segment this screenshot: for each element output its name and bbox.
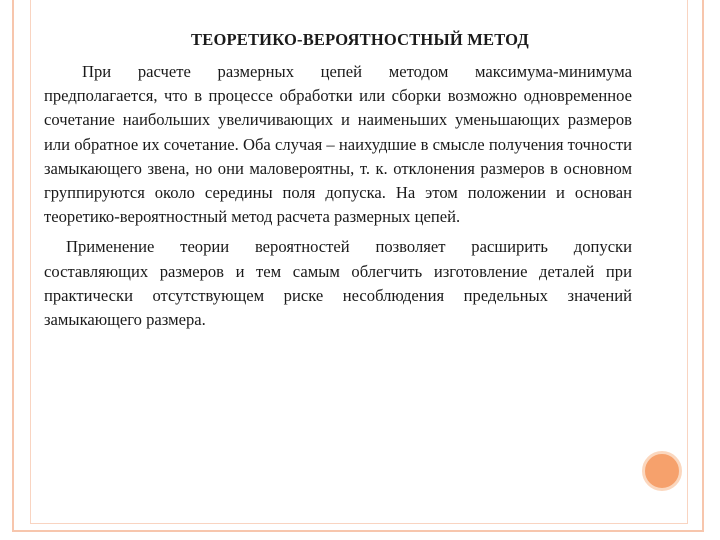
decorative-circle	[642, 451, 682, 491]
slide-body	[44, 60, 632, 332]
paragraph-2: Применение теории вероятностей позволяет расширить допуски составляющих размеров и тем самым облегчить изготовление деталей при практически отсутствующем риске несоблюдения предельных значений замыкающего размера.	[44, 237, 632, 330]
paragraph-1: При расчете размерных цепей методом максимума-минимума предполагается, что в процессе обработки или сборки возможно одновременное сочетание наибольших увеличивающих и наименьших уменьшающих размеров или обратное их сочетание. Оба случая – наихудшие в смысле получения точности замыкающего звена, но они маловероятны, т. к. отклонения размеров в основном группируются около середины поля допуска. На этом положении и основан теоретико-вероятностный метод расчета размерных цепей.	[44, 62, 632, 227]
slide-title: ТЕОРЕТИКО-ВЕРОЯТНОСТНЫЙ МЕТОД	[191, 30, 529, 49]
